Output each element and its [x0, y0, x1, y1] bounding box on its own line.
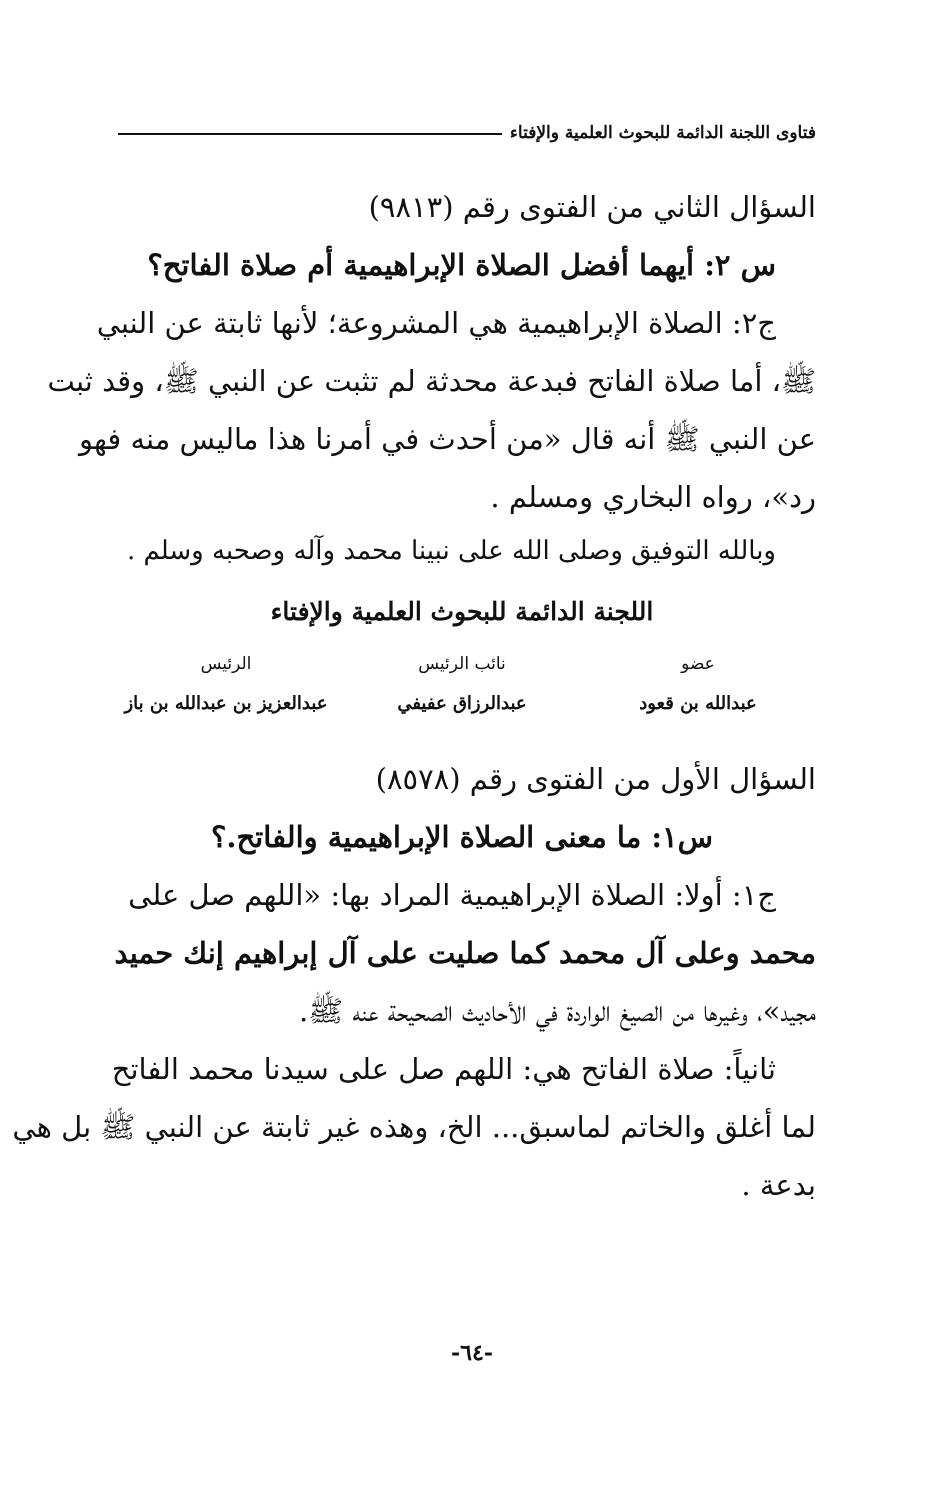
signature-name: عبدالله بن قعود	[639, 693, 757, 714]
fatwa2-answer-line: مجيد»، وغيرها من الصيغ الواردة في الأحاديث الصحيحة عنه ﷺ.	[298, 994, 816, 1028]
fatwa2-answer-line: لما أغلق والخاتم لماسبق... الخ، وهذه غير ثابتة عن النبي ﷺ بل هي	[12, 1110, 816, 1144]
signatures-block	[108, 644, 816, 724]
signature-role: الرئيس	[200, 654, 252, 674]
page-number: -٦٤-	[451, 1340, 493, 1366]
signature-role: عضو	[681, 654, 715, 674]
signature-name: عبدالرزاق عفيفي	[397, 693, 527, 714]
signature-name: عبدالعزيز بن عبدالله بن باز	[124, 693, 328, 714]
committee-name: اللجنة الدائمة للبحوث العلمية والإفتاء	[270, 597, 654, 626]
fatwa2-answer-line: محمد وعلى آل محمد كما صليت على آل إبراهيم إنك حميد	[114, 936, 816, 970]
fatwa1-heading: السؤال الثاني من الفتوى رقم (٩٨١٣)	[368, 190, 816, 224]
running-header	[118, 118, 816, 148]
fatwa2-answer-line: ثانياً: صلاة الفاتح هي: اللهم صل على سيدنا محمد الفاتح	[111, 1052, 776, 1086]
fatwa1-closing: وبالله التوفيق وصلى الله على نبينا محمد وآله وصحبه وسلم .	[126, 536, 776, 566]
fatwa1-answer-line: عن النبي ﷺ أنه قال «من أحدث في أمرنا هذا ماليس منه فهو	[79, 422, 816, 456]
signature-president	[108, 644, 344, 724]
fatwa1-answer-line: رد»، رواه البخاري ومسلم .	[490, 480, 816, 514]
fatwa1-answer-line: ج٢: الصلاة الإبراهيمية هي المشروعة؛ لأنها ثابتة عن النبي	[96, 306, 776, 340]
signature-vice-president	[344, 644, 580, 724]
fatwa1-question: س ٢: أيهما أفضل الصلاة الإبراهيمية أم صلاة الفاتح؟	[147, 248, 776, 282]
fatwa2-heading: السؤال الأول من الفتوى رقم (٨٥٧٨)	[375, 762, 816, 796]
fatwa2-answer-line: بدعة .	[741, 1168, 816, 1202]
page-content	[12, 178, 816, 1214]
header-title: فتاوى اللجنة الدائمة للبحوث العلمية والإفتاء	[509, 123, 816, 143]
fatwa2-question: س١: ما معنى الصلاة الإبراهيمية والفاتح.؟	[210, 820, 714, 854]
fatwa1-answer-line: ﷺ، أما صلاة الفاتح فبدعة محدثة لم تثبت عن النبي ﷺ، وقد ثبت	[47, 364, 816, 398]
header-rule	[118, 133, 502, 135]
signature-member	[580, 644, 816, 724]
signature-role: نائب الرئيس	[418, 654, 506, 674]
fatwa2-answer-line: ج١: أولا: الصلاة الإبراهيمية المراد بها: «اللهم صل على	[128, 878, 776, 912]
